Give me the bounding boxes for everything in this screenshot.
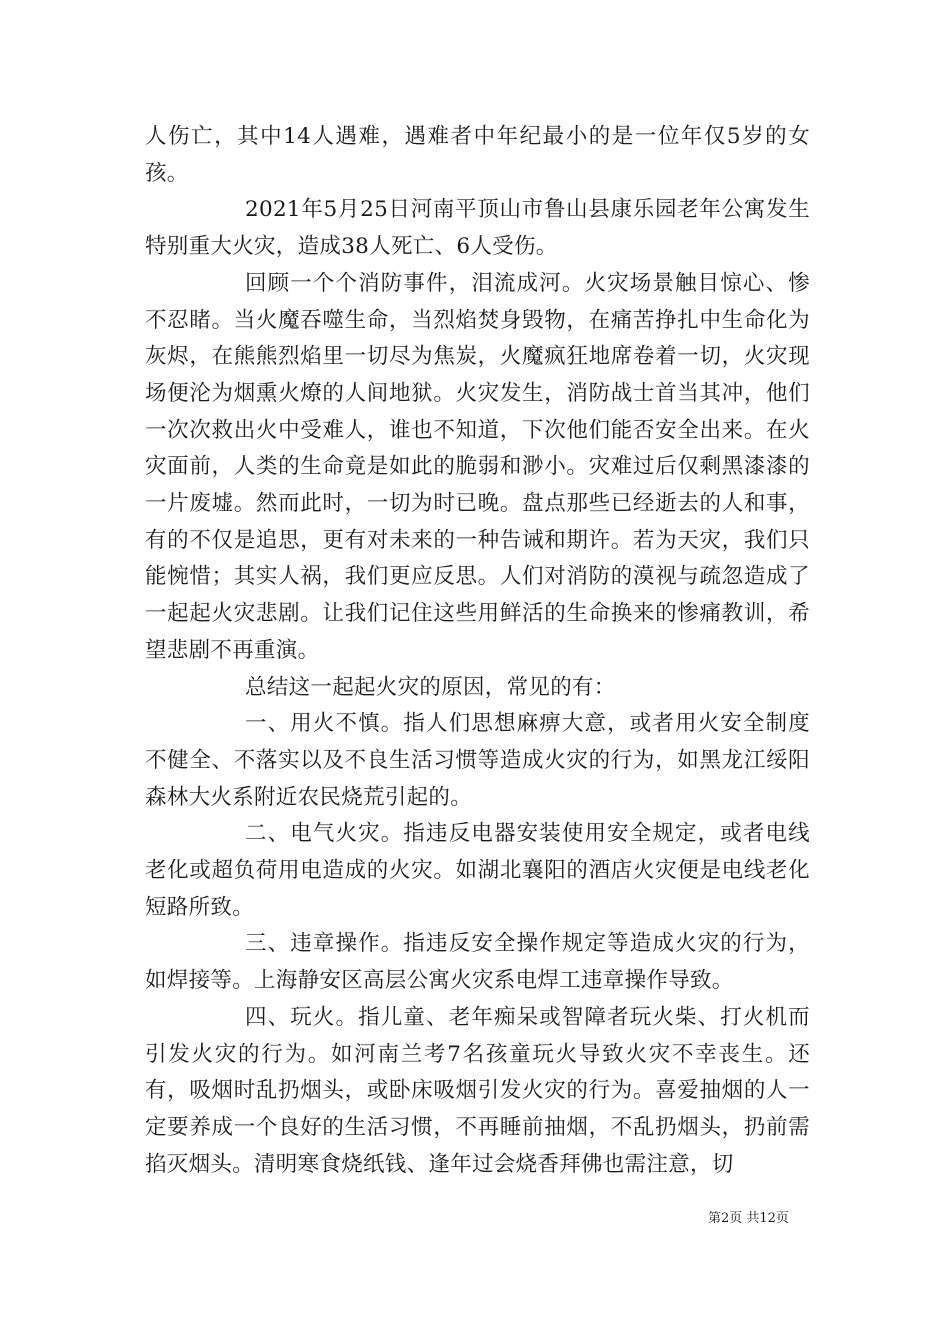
paragraph-kangleyuan-fire: 2021年5月25日河南平顶山市鲁山县康乐园老年公寓发生特别重大火灾，造成38人死亡、6人受伤。: [145, 197, 810, 260]
paragraph-continuation: 人伤亡，其中14人遇难，遇难者中年纪最小的是一位年仅5岁的女孩。: [145, 124, 810, 186]
paragraph-cause-electrical: 二、电气火灾。指违反电器安装使用安全规定，或者电线老化或超负荷用电造成的火灾。如湖北襄阳的酒店火灾便是电线老化短路所致。: [145, 821, 810, 920]
document-body: [145, 119, 810, 1183]
page-number-footer: 第2页 共12页: [708, 1211, 789, 1226]
paragraph-cause-playing-with-fire: 四、玩火。指儿童、老年痴呆或智障者玩火柴、打火机而引发火灾的行为。如河南兰考7名孩童玩火导致火灾不幸丧生。还有，吸烟时乱扔烟头，或卧床吸烟引发火灾的行为。喜爱抽烟的人一定要养成一个良好的生活习惯，不再睡前抽烟，不乱扔烟头，扔前需掐灭烟头。清明寒食烧纸钱、逢年过会烧香拜佛也需注意，切: [145, 1004, 810, 1177]
paragraph-reflection: 回顾一个个消防事件，泪流成河。火灾场景触目惊心、惨不忍睹。当火魔吞噬生命，当烈焰焚身毁物，在痛苦挣扎中生命化为灰烬，在熊熊烈焰里一切尽为焦炭，火魔疯狂地席卷着一切，火灾现场便沦为烟熏火燎的人间地狱。火灾发生，消防战士首当其冲，他们一次次救出火中受难人，谁也不知道，下次他们能否安全出来。在火灾面前，人类的生命竟是如此的脆弱和渺小。灾难过后仅剩黑漆漆的一片废墟。然而此时，一切为时已晚。盘点那些已经逝去的人和事，有的不仅是追思，更有对未来的一种告诫和期许。若为天灾，我们只能惋惜；其实人祸，我们更应反思。人们对消防的漠视与疏忽造成了一起起火灾悲剧。让我们记住这些用鲜活的生命换来的惨痛教训，希望悲剧不再重演。: [145, 270, 810, 663]
paragraph-cause-careless-fire: 一、用火不慎。指人们思想麻痹大意，或者用火安全制度不健全、不落实以及不良生活习惯等造成火灾的行为，如黑龙江绥阳森林大火系附近农民烧荒引起的。: [145, 711, 810, 810]
paragraph-cause-illegal-operation: 三、违章操作。指违反安全操作规定等造成火灾的行为，如焊接等。上海静安区高层公寓火灾系电焊工违章操作导致。: [145, 931, 810, 994]
paragraph-causes-intro: 总结这一起起火灾的原因，常见的有：: [245, 674, 616, 700]
